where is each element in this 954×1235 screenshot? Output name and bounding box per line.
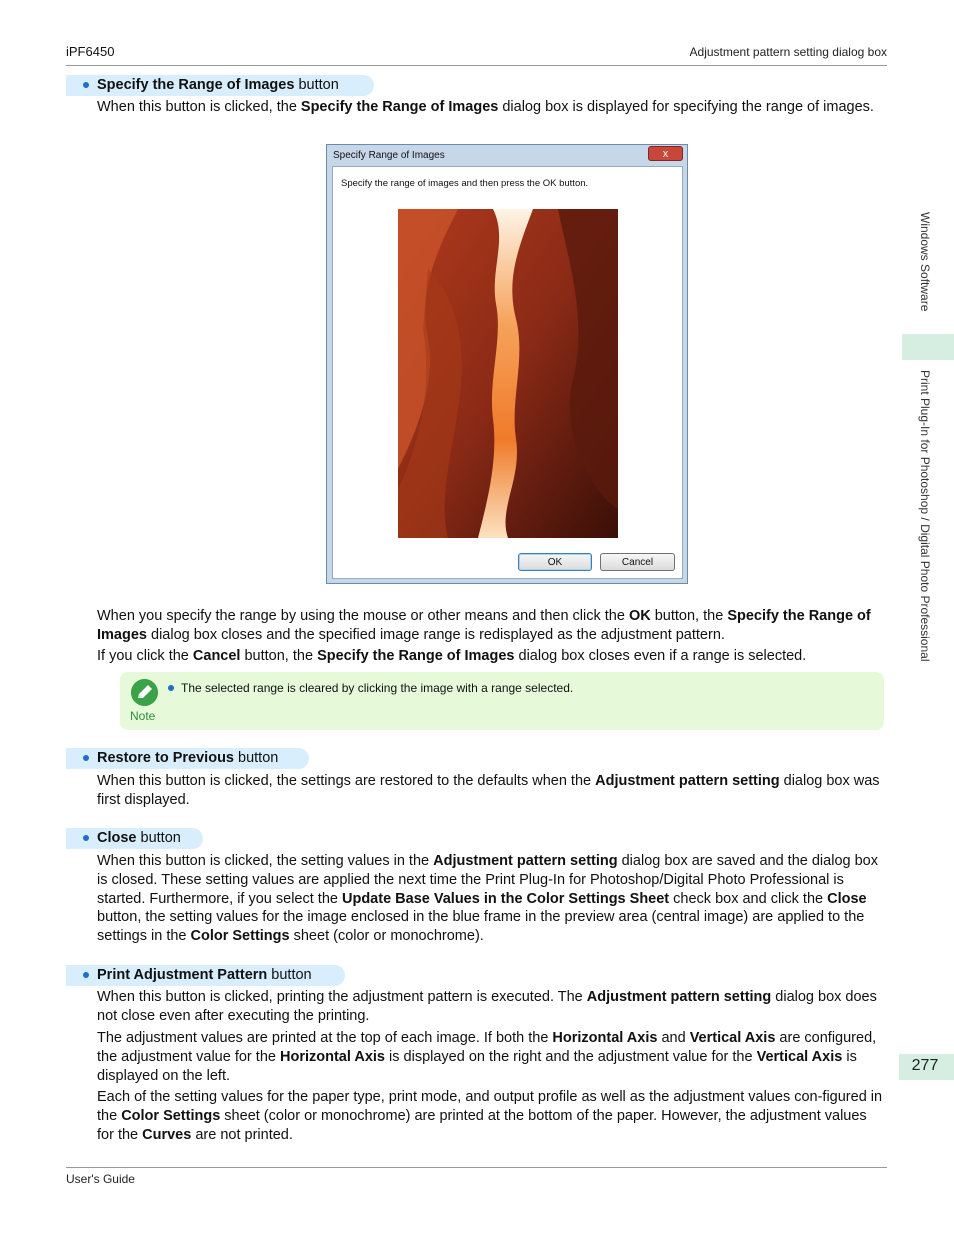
header-section-title: Adjustment pattern setting dialog box — [689, 45, 887, 59]
bullet-icon — [83, 972, 89, 978]
section-heading-restore: Restore to Previous button — [83, 750, 278, 766]
section-heading-print: Print Adjustment Pattern button — [83, 967, 312, 983]
cancel-button[interactable]: Cancel — [600, 553, 675, 571]
paragraph-print-1: When this button is clicked, printing the adjustment pattern is executed. The Adjustment pattern setting dialog box does not close even after executing the printing. — [97, 989, 877, 1024]
side-tab-highlight — [902, 334, 954, 360]
page-number: 277 — [911, 1057, 939, 1074]
section-heading-specify — [83, 77, 339, 93]
side-tab-print-plugin[interactable]: Print Plug-In for Photoshop / Digital Photo Professional — [918, 370, 932, 662]
note-pencil-icon — [131, 679, 158, 706]
bullet-icon — [83, 755, 89, 761]
bullet-icon — [83, 82, 89, 88]
paragraph-specify-1: When this button is clicked, the Specify the Range of Images dialog box is displayed for specifying the range of images. — [97, 99, 874, 115]
heading-bold: Specify the Range of Images — [97, 77, 295, 93]
note-label: Note — [130, 709, 156, 723]
footer-guide-name: User's Guide — [66, 1172, 135, 1186]
side-tab-windows-software[interactable]: Windows Software — [918, 212, 932, 312]
header-divider — [66, 65, 887, 66]
paragraph-specify-3: If you click the Cancel button, the Specify the Range of Images dialog box closes even if a range is selected. — [97, 648, 807, 664]
canyon-photo[interactable] — [398, 209, 618, 538]
dialog-instruction: Specify the range of images and then press the OK button. — [341, 178, 589, 189]
ok-button[interactable]: OK — [518, 553, 592, 571]
paragraph-print-2: The adjustment values are printed at the top of each image. If both the Horizontal Axis and Vertical Axis are configured, the adjustment value for the Horizontal Axis is displayed on the right and the adjustment value for the Vertical Axis is displayed on the left. — [97, 1030, 877, 1084]
bullet-icon — [83, 835, 89, 841]
note-text: The selected range is cleared by clicking the image with a range selected. — [168, 681, 573, 695]
header-model: iPF6450 — [66, 44, 115, 59]
paragraph-specify-2: When you specify the range by using the mouse or other means and then click the OK button, the Specify the Range of Images dialog box closes and the specified image range is redisplayed as the adjustment pattern. — [97, 608, 871, 643]
paragraph-print-3: Each of the setting values for the paper type, print mode, and output profile as well as the adjustment values con-figured in the Color Settings sheet (color or monochrome) are printed at the bottom of the paper. However, the adjustment values for the Curves are not printed. — [97, 1089, 883, 1143]
bullet-icon — [168, 685, 174, 691]
close-icon[interactable]: x — [648, 146, 683, 161]
section-heading-close: Close button — [83, 830, 181, 846]
footer-divider — [66, 1167, 887, 1168]
dialog-title: Specify Range of Images — [333, 150, 445, 161]
paragraph-close-1: When this button is clicked, the setting values in the Adjustment pattern setting dialog box are saved and the dialog box is closed. These setting values are applied the next time the Print Plug-In for Photoshop/Digital Photo Professional is started. Furthermore, if you select the Update Base Values in the Color Settings Sheet check box and click the Close button, the setting values for the image enclosed in the blue frame in the preview area (central image) are applied to the settings in the Color Settings sheet (color or monochrome). — [97, 853, 878, 945]
heading-rest: button — [294, 77, 339, 93]
paragraph-restore-1: When this button is clicked, the settings are restored to the defaults when the Adjustment pattern setting dialog box was first displayed. — [97, 773, 880, 808]
